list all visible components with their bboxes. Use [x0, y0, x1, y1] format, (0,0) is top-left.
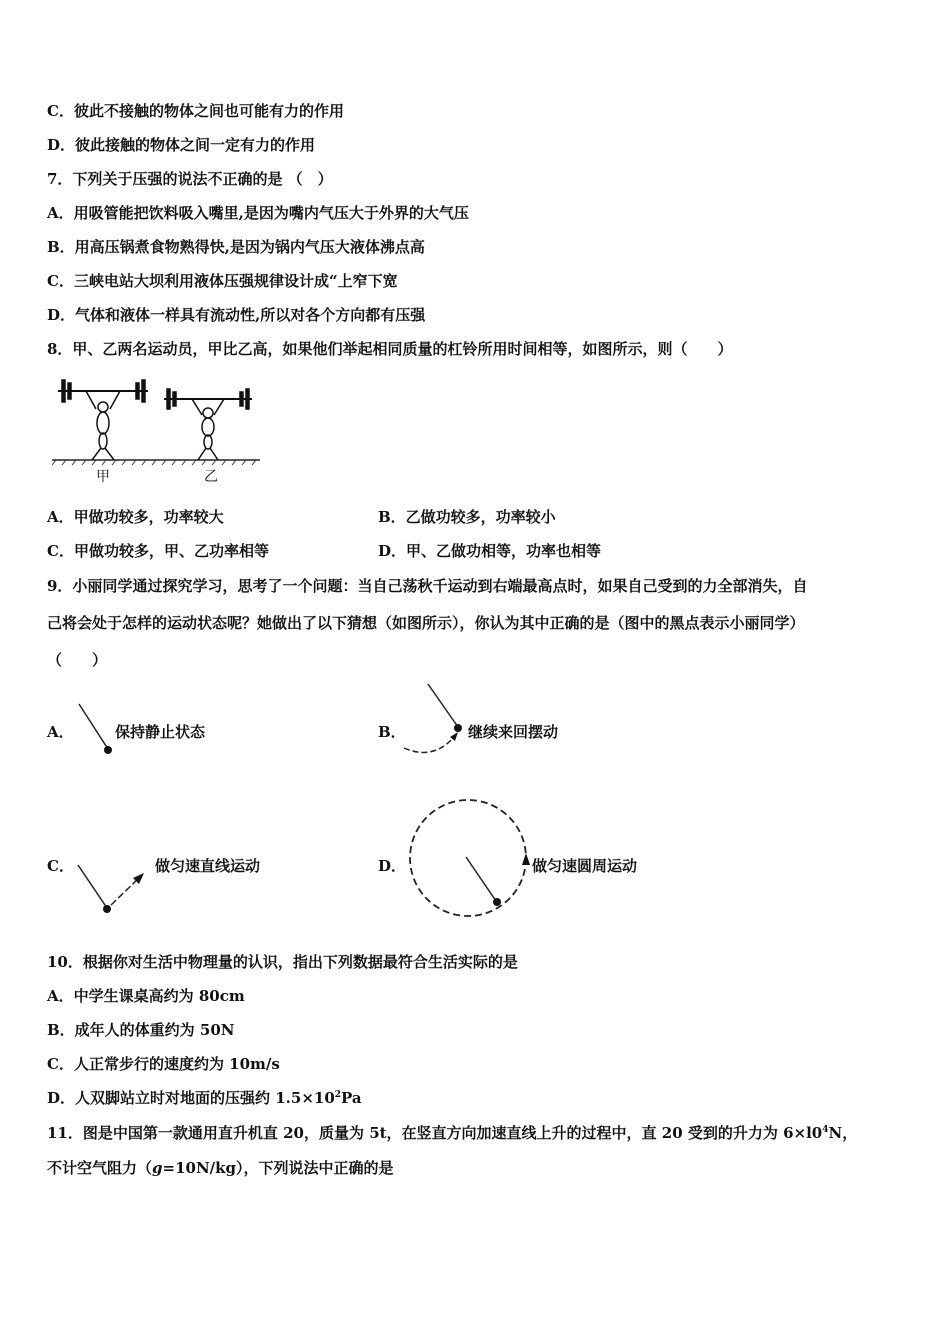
q9-option-c-text: 做匀速直线运动 [155, 857, 261, 875]
q11-stem-line2 [47, 1158, 394, 1178]
q7-option-b: B．用高压锅煮食物熟得快,是因为锅内气压大液体沸点高 [47, 238, 425, 256]
q10-option-c: C．人正常步行的速度约为 10m/s [47, 1055, 280, 1073]
q8-option-b: B．乙做功较多，功率较小 [378, 508, 556, 526]
figure-label-jia: 甲 [96, 469, 110, 485]
q8-option-d: D．甲、乙做功相等，功率也相等 [378, 542, 602, 560]
q9-stem-line1: 9．小丽同学通过探究学习，思考了一个问题：当自己荡秋千运动到右端最高点时，如果自己受到的力全部消失，自 [47, 577, 808, 595]
q11-stem-line1 [47, 1123, 857, 1143]
q10-option-d-unit: Pa [341, 1089, 362, 1107]
figure-label-yi: 乙 [204, 469, 218, 485]
q11-stem-text: 11．图是中国第一款通用直升机直 20，质量为 5t，在竖直方向加速直线上升的过程中，直 20 受到的升力为 6×l0 [47, 1124, 823, 1142]
q9-stem-line3: （ ） [47, 651, 108, 669]
q10-option-d-exponent: 2 [334, 1090, 342, 1100]
q11-line2-pre: 不计空气阻力（ [47, 1159, 153, 1177]
q8-option-c: C．甲做功较多，甲、乙功率相等 [47, 542, 269, 560]
q9-option-b-letter: B． [378, 723, 406, 741]
q9-option-d-letter: D． [378, 857, 407, 875]
q9-option-a-letter: A． [47, 723, 74, 741]
q10-option-d [47, 1088, 362, 1108]
q8-option-a: A．甲做功较多，功率较大 [47, 508, 224, 526]
q10-option-a: A．中学生课桌高约为 80cm [47, 987, 245, 1005]
weightlifters-figure [52, 375, 267, 490]
lifter-jia [58, 380, 148, 460]
q9-option-a-text: 保持静止状态 [115, 723, 206, 741]
q10-option-d-text: D．人双脚站立时对地面的压强约 1.5×10 [47, 1089, 335, 1107]
q11-stem-unit: N， [828, 1124, 858, 1142]
swing-figure-d [402, 795, 532, 920]
lifter-yi [164, 389, 252, 460]
q6-option-d: D．彼此接触的物体之间一定有力的作用 [47, 136, 316, 154]
q9-option-b-text: 继续来回摆动 [468, 723, 559, 741]
q7-option-d: D．气体和液体一样具有流动性,所以对各个方向都有压强 [47, 306, 426, 324]
swing-figure-b [400, 680, 470, 760]
q9-option-c-letter: C． [47, 857, 74, 875]
q7-stem: 7．下列关于压强的说法不正确的是 （ ） [47, 170, 333, 188]
swing-figure-c [75, 855, 155, 920]
q9-option-d-text: 做匀速圆周运动 [532, 857, 638, 875]
q9-stem-line2: 己将会处于怎样的运动状态呢？她做出了以下猜想（如图所示），你认为其中正确的是（图中的黑点表示小丽同学） [47, 614, 805, 632]
q7-option-a: A．用吸管能把饮料吸入嘴里,是因为嘴内气压大于外界的大气压 [47, 204, 469, 222]
q11-stem-exponent: 4 [822, 1125, 829, 1135]
q10-option-b: B．成年人的体重约为 50N [47, 1021, 235, 1039]
swing-figure-a [75, 700, 115, 760]
q8-stem: 8．甲、乙两名运动员，甲比乙高，如果他们举起相同质量的杠铃所用时间相等，如图所示，则（ ） [47, 340, 733, 358]
q11-line2-post: =10N/kg），下列说法中正确的是 [162, 1159, 394, 1177]
q6-option-c: C．彼此不接触的物体之间也可能有力的作用 [47, 102, 344, 120]
q10-stem: 10．根据你对生活中物理量的认识，指出下列数据最符合生活实际的是 [47, 953, 518, 971]
q7-option-c: C．三峡电站大坝利用液体压强规律设计成“上窄下宽 [47, 272, 398, 290]
q11-line2-g: g [152, 1159, 163, 1177]
